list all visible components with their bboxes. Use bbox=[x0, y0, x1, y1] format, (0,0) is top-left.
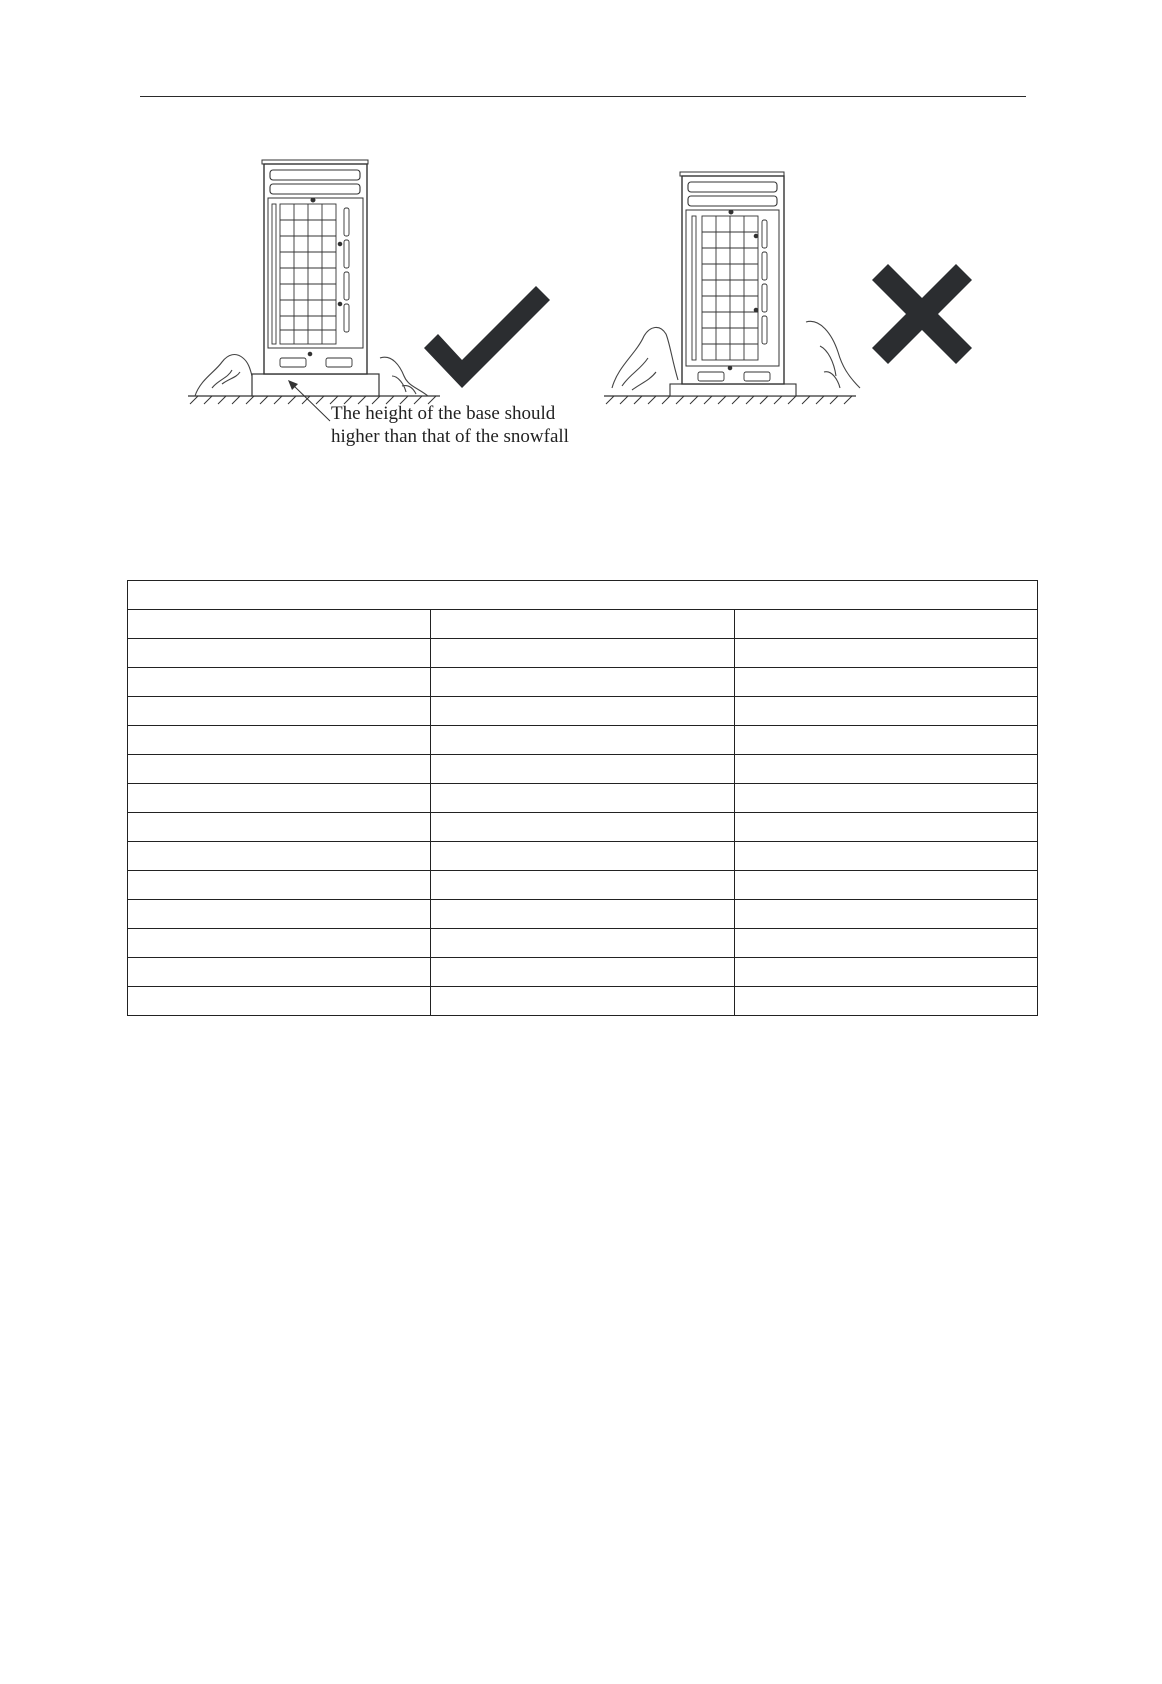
table-cell bbox=[734, 668, 1037, 697]
short-base bbox=[670, 384, 796, 396]
table-row bbox=[128, 697, 1038, 726]
figure-caption bbox=[331, 402, 569, 448]
table-cell bbox=[734, 755, 1037, 784]
table-row bbox=[128, 871, 1038, 900]
outdoor-unit-right bbox=[680, 172, 784, 384]
table-cell bbox=[128, 958, 431, 987]
data-table bbox=[127, 580, 1038, 1016]
table-cell bbox=[431, 929, 734, 958]
table-row bbox=[128, 726, 1038, 755]
table-cell bbox=[128, 929, 431, 958]
table-cell bbox=[431, 871, 734, 900]
table-cell bbox=[734, 900, 1037, 929]
table-cell bbox=[431, 784, 734, 813]
table-cell bbox=[128, 697, 431, 726]
table-row bbox=[128, 755, 1038, 784]
table-cell bbox=[128, 784, 431, 813]
table-cell bbox=[431, 813, 734, 842]
table-cell bbox=[128, 639, 431, 668]
table-cell bbox=[734, 987, 1037, 1016]
table-row bbox=[128, 784, 1038, 813]
table-cell bbox=[734, 784, 1037, 813]
caption-line-2: higher than that of the snowfall bbox=[331, 426, 569, 447]
base-platform bbox=[252, 374, 379, 396]
table-cell bbox=[734, 842, 1037, 871]
check-mark-icon bbox=[424, 286, 550, 388]
table-cell bbox=[431, 668, 734, 697]
header-rule bbox=[140, 96, 1026, 97]
table-row bbox=[128, 668, 1038, 697]
snowfall-installation-figure bbox=[0, 140, 1162, 460]
table-cell bbox=[431, 900, 734, 929]
ground-right bbox=[604, 396, 856, 404]
cross-mark-icon bbox=[872, 264, 972, 364]
table-cell bbox=[128, 610, 431, 639]
incorrect-installation-scene bbox=[604, 172, 972, 404]
table-cell bbox=[431, 610, 734, 639]
table-cell bbox=[128, 842, 431, 871]
table-row bbox=[128, 958, 1038, 987]
table-cell bbox=[431, 697, 734, 726]
table-cell bbox=[431, 842, 734, 871]
table-cell bbox=[431, 639, 734, 668]
table-cell bbox=[431, 726, 734, 755]
table-cell bbox=[128, 668, 431, 697]
table-cell bbox=[128, 813, 431, 842]
table-title bbox=[128, 581, 1038, 610]
table-row bbox=[128, 610, 1038, 639]
table-cell bbox=[431, 958, 734, 987]
table-cell bbox=[128, 726, 431, 755]
table-cell bbox=[734, 958, 1037, 987]
table-row bbox=[128, 987, 1038, 1016]
table-cell bbox=[734, 871, 1037, 900]
table-title-row bbox=[128, 581, 1038, 610]
table-cell bbox=[734, 929, 1037, 958]
table-cell bbox=[734, 726, 1037, 755]
table-cell bbox=[734, 813, 1037, 842]
table-cell bbox=[128, 987, 431, 1016]
table-row bbox=[128, 639, 1038, 668]
table-row bbox=[128, 929, 1038, 958]
table-cell bbox=[734, 610, 1037, 639]
table-cell bbox=[734, 697, 1037, 726]
table-cell bbox=[431, 987, 734, 1016]
outdoor-unit-left bbox=[262, 160, 368, 374]
table-row bbox=[128, 813, 1038, 842]
table-row bbox=[128, 842, 1038, 871]
correct-installation-scene bbox=[188, 160, 550, 421]
table-cell bbox=[734, 639, 1037, 668]
table-cell bbox=[128, 871, 431, 900]
table-cell bbox=[128, 900, 431, 929]
table-cell bbox=[128, 755, 431, 784]
table-cell bbox=[431, 755, 734, 784]
caption-line-1: The height of the base should bbox=[331, 403, 556, 424]
table-row bbox=[128, 900, 1038, 929]
